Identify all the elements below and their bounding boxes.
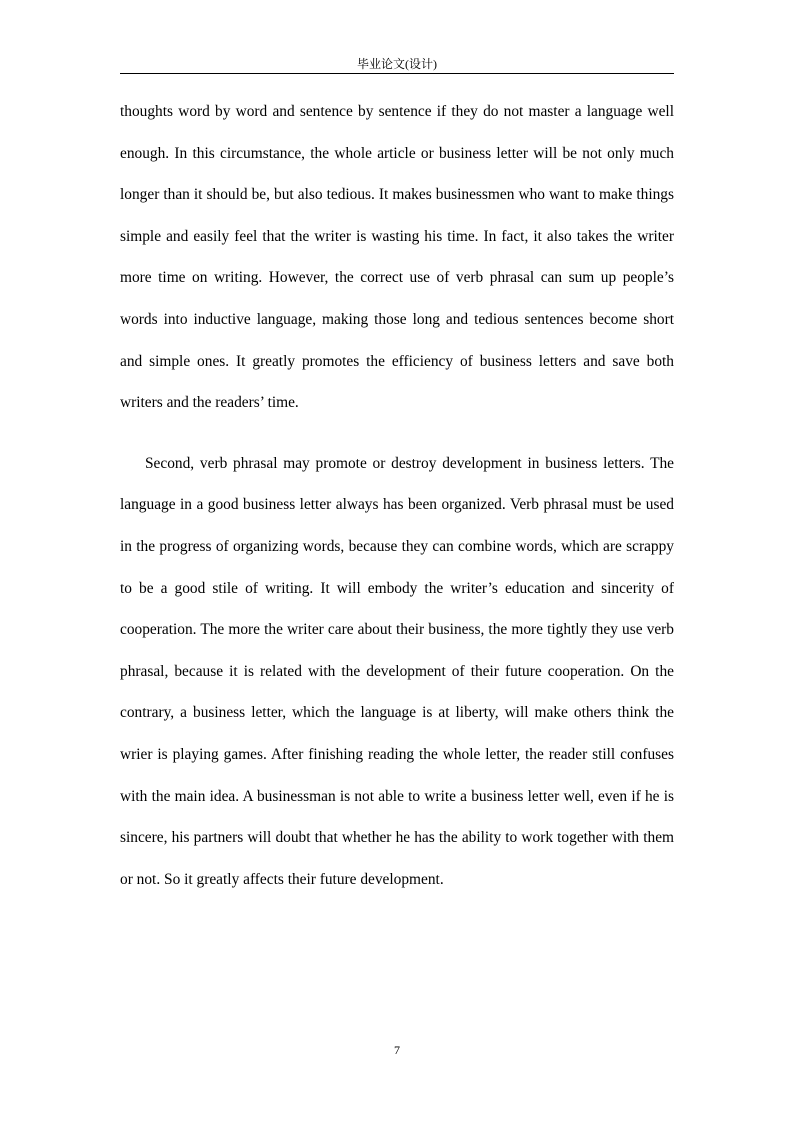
header-divider (120, 73, 674, 74)
running-header: 毕业论文(设计) (357, 57, 437, 71)
paragraph-continuation: thoughts word by word and sentence by sentence if they do not master a language well enough. In this circumstance, the whole article or business letter will be not only much longer than it should be, but also tedious. It makes businessmen who want to make things simple and easily feel that the writer is wasting his time. In fact, it also takes the writer more time on writing. However, the correct use of verb phrasal can sum up people’s words into inductive language, making those long and tedious sentences become short and simple ones. It greatly promotes the efficiency of business letters and save both writers and the readers’ time. (120, 103, 674, 412)
paragraph-second-point: Second, verb phrasal may promote or destroy development in business letters. The language in a good business letter always has been organized. Verb phrasal must be used in the progress of organizing words, because they can combine words, which are scrappy to be a good stile of writing. It will embody the writer’s education and sincerity of cooperation. The more the writer care about their business, the more tightly they use verb phrasal, because it is related with the development of their future cooperation. On the contrary, a business letter, which the language is at liberty, will make others think the wrier is playing games. After finishing reading the whole letter, the reader still confuses with the main idea. A businessman is not able to write a business letter well, even if he is sincere, his partners will doubt that whether he has the ability to work together with them or not. So it greatly affects their future development. (120, 454, 674, 888)
page-number: 7 (394, 1043, 400, 1057)
body-text (120, 91, 674, 900)
